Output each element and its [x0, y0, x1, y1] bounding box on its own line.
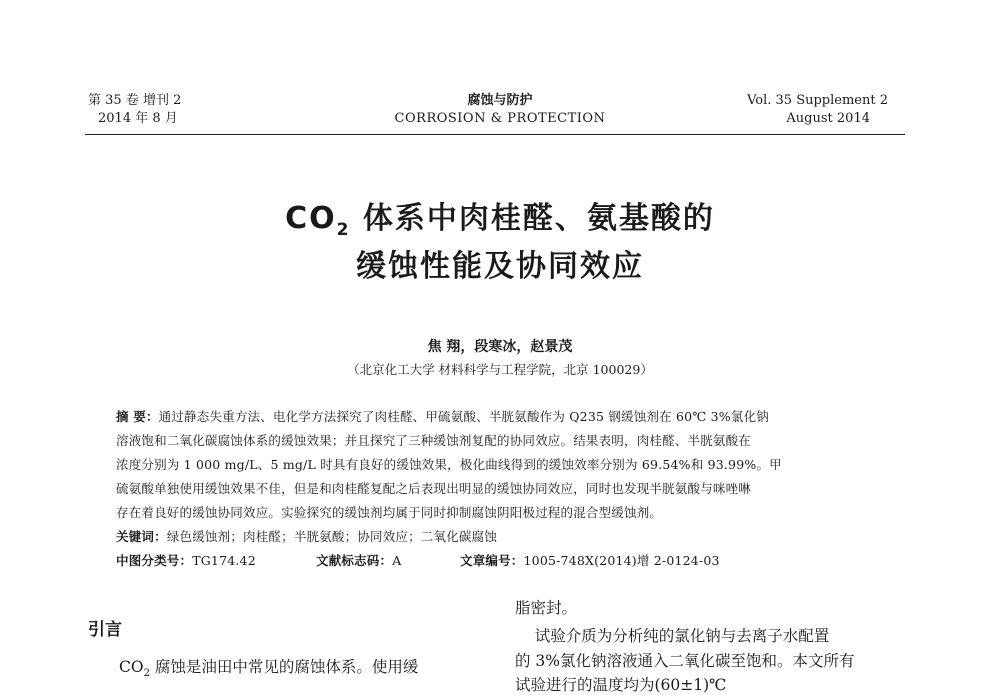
abstract-line: 溶液饱和二氧化碳腐蚀体系的缓蚀效果；并且探究了三种缓蚀剂复配的协同效应。结果表明，肉桂醛、半胱氨酸在 [116, 433, 752, 448]
abstract-line: 硫氨酸单独使用缓蚀效果不佳，但是和肉桂醛复配之后表现出明显的缓蚀协同效应，同时也发现半胱氨酸与咪唑啉 [116, 481, 752, 496]
header-rule [85, 134, 905, 135]
body-text-right: 试验介质为分析纯的氯化钠与去离子水配置 [515, 627, 830, 645]
issue-date-en: August 2014 [786, 111, 870, 126]
body-text-right: 试验进行的温度均为(60±1)℃ [515, 676, 727, 694]
journal-name-en: CORROSION & PROTECTION [394, 111, 606, 126]
body-text-right: 脂密封。 [515, 599, 578, 617]
volume-supplement-en: Vol. 35 Supplement 2 [747, 93, 888, 108]
issue-date: 2014 年 8 月 [98, 111, 178, 126]
abstract-line: 摘 要：通过静态失重方法、电化学方法探究了肉桂醛、甲硫氨酸、半胱氨酸作为 Q235 钢缓蚀剂在 60℃ 3%氯化钠 [116, 409, 769, 424]
paper-title-line2: 缓蚀性能及协同效应 [356, 249, 644, 284]
section-heading-introduction: 引言 [88, 620, 122, 640]
affiliation: （北京化工大学 材料科学与工程学院，北京 100029） [347, 362, 653, 377]
volume-issue: 第 35 卷 增刊 2 [88, 93, 182, 108]
abstract-label: 摘 要： [116, 409, 159, 424]
body-text-right: 的 3%氯化钠溶液通入二氧化碳至饱和。本文所有 [515, 652, 855, 670]
paper-title-line1: $CO_2$ 体系中肉桂醛、氨基酸的 [285, 201, 715, 240]
body-text-left: $CO_2$ 腐蚀是油田中常见的腐蚀体系。使用缓 [119, 658, 419, 680]
authors: 焦 翔，段寒冰，赵景茂 [427, 339, 573, 355]
classification-clc: 中图分类号：TG174.42 [116, 553, 256, 568]
abstract-line: 浓度分别为 1 000 mg/L、5 mg/L 时具有良好的缓蚀效果，极化曲线得到的缓蚀效率分别为 69.54%和 93.99%。甲 [116, 457, 782, 472]
keywords: 关键词：绿色缓蚀剂；肉桂醛；半胱氨酸；协同效应；二氧化碳腐蚀 [116, 529, 498, 544]
journal-name-cn: 腐蚀与防护 [467, 93, 533, 108]
keywords-label: 关键词： [116, 529, 167, 544]
classification-doc: 文献标志码：A [316, 553, 402, 568]
abstract-line: 存在着良好的缓蚀协同效应。实验探究的缓蚀剂均属于同时抑制腐蚀阴阳极过程的混合型缓蚀剂。 [116, 505, 663, 520]
classification-article-number: 文章编号：1005-748X(2014)增 2-0124-03 [460, 553, 720, 568]
